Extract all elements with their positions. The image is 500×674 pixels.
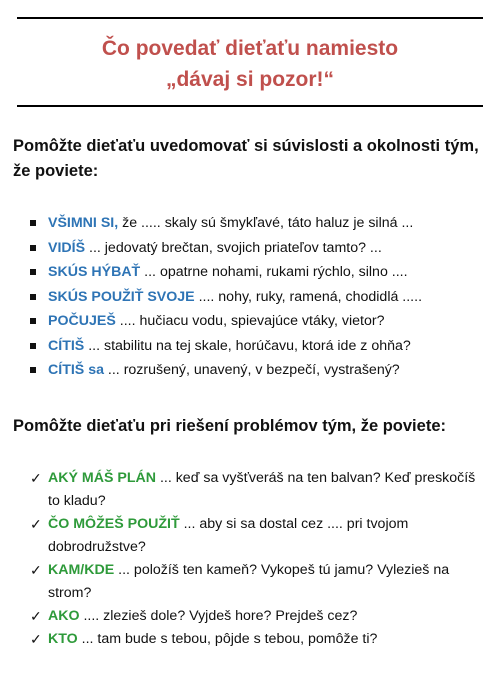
list-item xyxy=(28,334,488,359)
keyword: VŠIMNI SI, xyxy=(48,215,119,231)
list-item xyxy=(28,236,488,261)
keyword: POČUJEŠ xyxy=(48,313,116,329)
item-text: .... hučiacu vodu, spievajúce vtáky, vietor? xyxy=(115,313,385,329)
title-box xyxy=(17,17,483,107)
list-item xyxy=(30,559,480,605)
checkmark-icon: ✓ xyxy=(30,516,42,532)
keyword: CÍTIŠ sa xyxy=(48,362,104,378)
list-item xyxy=(30,605,480,628)
list-item xyxy=(28,285,488,310)
title-line-1: Čo povedať dieťaťu namiesto xyxy=(101,37,399,60)
list-item xyxy=(28,358,488,383)
checkmark-icon: ✓ xyxy=(30,562,42,578)
keyword: VIDÍŠ xyxy=(48,239,86,256)
bullet-icon xyxy=(30,367,36,373)
list-item xyxy=(30,628,480,651)
title-line-2: „dávaj si pozor!“ xyxy=(165,68,335,91)
item-text: ... tam bude s tebou, pôjde s tebou, pomôže ti? xyxy=(77,631,378,647)
keyword: KAM/KDE xyxy=(48,562,115,578)
bullet-icon xyxy=(30,318,36,324)
keyword: SKÚS HÝBAŤ xyxy=(48,264,141,280)
section1-heading: Pomôžte dieťaťu uvedomovať si súvislosti a okolnosti tým, že poviete: xyxy=(13,137,479,180)
keyword: KTO xyxy=(48,631,78,647)
checkmark-icon: ✓ xyxy=(30,631,42,647)
list-item xyxy=(30,467,480,513)
checkmark-icon: ✓ xyxy=(30,470,42,486)
bullet-icon xyxy=(30,220,36,226)
keyword: AKO xyxy=(48,608,80,624)
item-text: .... zlezieš dole? Vyjdeš hore? Prejdeš cez? xyxy=(79,608,358,624)
bullet-icon xyxy=(30,294,36,300)
item-text: ... položíš ten kameň? Vykopeš tú jamu? Vylezieš na strom? xyxy=(48,562,450,601)
awareness-list xyxy=(28,211,488,383)
keyword: CÍTIŠ xyxy=(48,337,85,354)
problem-solving-list xyxy=(30,467,480,651)
bullet-icon xyxy=(30,245,36,251)
item-text: ... keď sa vyšťveráš na ten balvan? Keď preskočíš to kladu? xyxy=(48,470,476,509)
section2-heading: Pomôžte dieťaťu pri riešení problémov tým, že poviete: xyxy=(13,417,446,435)
keyword: ČO MÔŽEŠ POUŽIŤ xyxy=(48,516,180,532)
item-text: ... aby si sa dostal cez .... pri tvojom dobrodružstve? xyxy=(48,516,409,555)
item-text: .... nohy, ruky, ramená, chodidlá ..... xyxy=(194,288,423,305)
item-text: ... stabilitu na tej skale, horúčavu, ktorá ide z ohňa? xyxy=(84,337,411,354)
item-text: ... jedovatý brečtan, svojich priateľov tamto? ... xyxy=(85,239,382,256)
item-text: že ..... skaly sú šmykľavé, táto haluz je silná ... xyxy=(118,215,414,231)
item-text: ... opatrne nohami, rukami rýchlo, silno .... xyxy=(140,264,408,280)
checkmark-icon: ✓ xyxy=(30,608,42,624)
list-item xyxy=(28,211,488,236)
keyword: AKÝ MÁŠ PLÁN xyxy=(48,470,156,486)
item-text: ... rozrušený, unavený, v bezpečí, vystrašený? xyxy=(103,362,400,378)
list-item xyxy=(28,260,488,285)
keyword: SKÚS POUŽIŤ SVOJE xyxy=(48,288,195,305)
list-item xyxy=(30,513,480,559)
list-item xyxy=(28,309,488,334)
bullet-icon xyxy=(30,343,36,349)
bullet-icon xyxy=(30,269,36,275)
